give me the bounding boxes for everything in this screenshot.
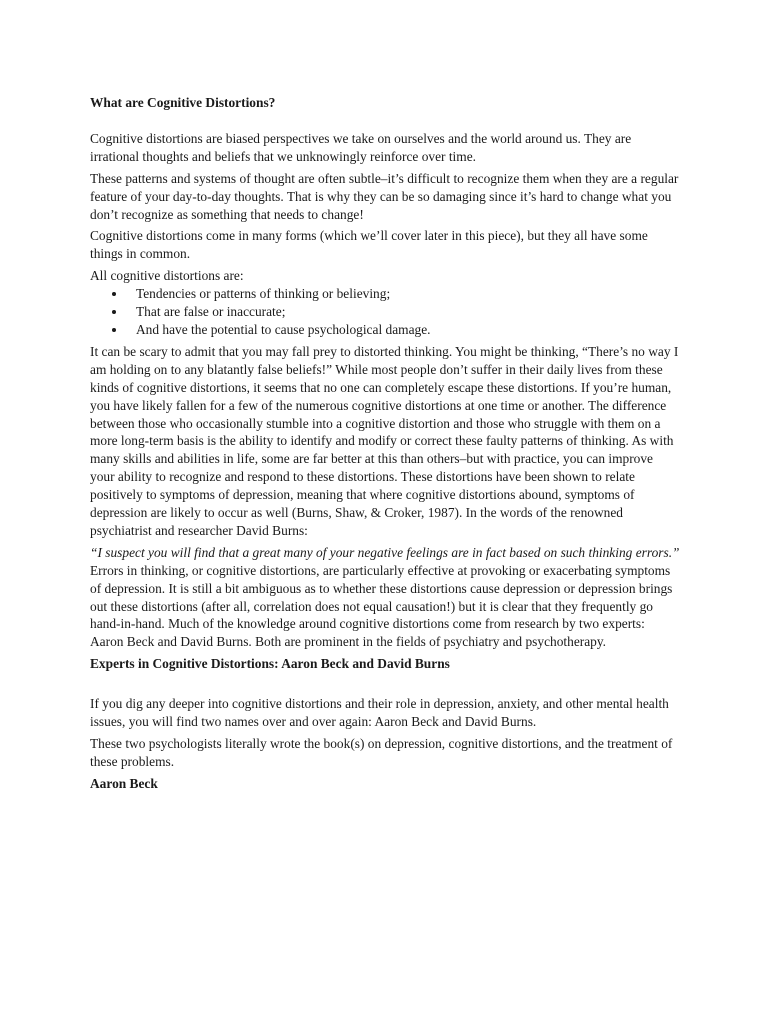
intro-paragraph-4: All cognitive distortions are: [90, 268, 244, 284]
quote-paragraph [90, 544, 680, 651]
section-paragraph-2: These two psychologists literally wrote the book(s) on depression, cognitive distortions, and the treatment of these problems. [90, 736, 673, 769]
spacer [90, 112, 680, 130]
section-heading-experts: Experts in Cognitive Distortions: Aaron Beck and David Burns [90, 656, 450, 672]
intro-paragraph-3: Cognitive distortions come in many forms (which we’ll cover later in this piece), but they all have some things in common. [90, 228, 648, 262]
burns-quote: “I suspect you will find that a great many of your negative feelings are in fact based on such thinking errors.” [90, 544, 680, 560]
distortion-traits-list [90, 285, 680, 339]
list-item: Tendencies or patterns of thinking or believing; [136, 285, 680, 303]
document-page [90, 94, 680, 793]
subsection-heading-aaron-beck: Aaron Beck [90, 775, 158, 791]
section-paragraph-1: If you dig any deeper into cognitive distortions and their role in depression, anxiety, and other mental health issues, you will find two names over and over again: Aaron Beck and David Burns. [90, 696, 669, 730]
main-paragraph: It can be scary to admit that you may fall prey to distorted thinking. You might be thinking, “There’s no way I am holding on to any blatantly false beliefs!” While most people don’t suffer in their daily lives from these kinds of cognitive distortions, it seems that no one can completely escape these distortions. If you’re human, you have likely fallen for a few of the numerous cognitive distortions at one time or another. The difference between those who occasionally stumble into a cognitive distortion and those who struggle with them on a more long-term basis is the ability to identify and modify or correct these faulty patterns of thinking. As with many skills and abilities in life, some are far better at this than others–but with practice, you can improve your ability to recognize and respond to these distortions. These distortions have been shown to relate positively to symptoms of depression, meaning that where cognitive distortions abound, symptoms of depression are likely to occur as well (Burns, Shaw, & Croker, 1987). In the words of the renowned psychiatrist and researcher David Burns: [90, 343, 679, 538]
list-item: That are false or inaccurate; [136, 303, 680, 321]
quote-continuation: Errors in thinking, or cognitive distortions, are particularly effective at provoking or exacerbating symptoms of depression. It is still a bit ambiguous as to whether these distortions cause depression or depression brings out these distortions (after all, correlation does not equal causation!) but it is clear that they frequently go hand-in-hand. Much of the knowledge around cognitive distortions come from research by two experts: Aaron Beck and David Burns. Both are prominent in the fields of psychiatry and psychotherapy. [90, 562, 673, 650]
document-title: What are Cognitive Distortions? [90, 95, 276, 110]
intro-paragraph-2: These patterns and systems of thought are often subtle–it’s difficult to recognize them when they are a regular feature of your day-to-day thoughts. That is why they can be so damaging since it’s hard to change what you don’t recognize as something that needs to change! [90, 170, 679, 222]
intro-paragraph-1: Cognitive distortions are biased perspectives we take on ourselves and the world around us. They are irrational thoughts and beliefs that we unknowingly reinforce over time. [90, 130, 632, 164]
list-item: And have the potential to cause psychological damage. [136, 321, 680, 339]
